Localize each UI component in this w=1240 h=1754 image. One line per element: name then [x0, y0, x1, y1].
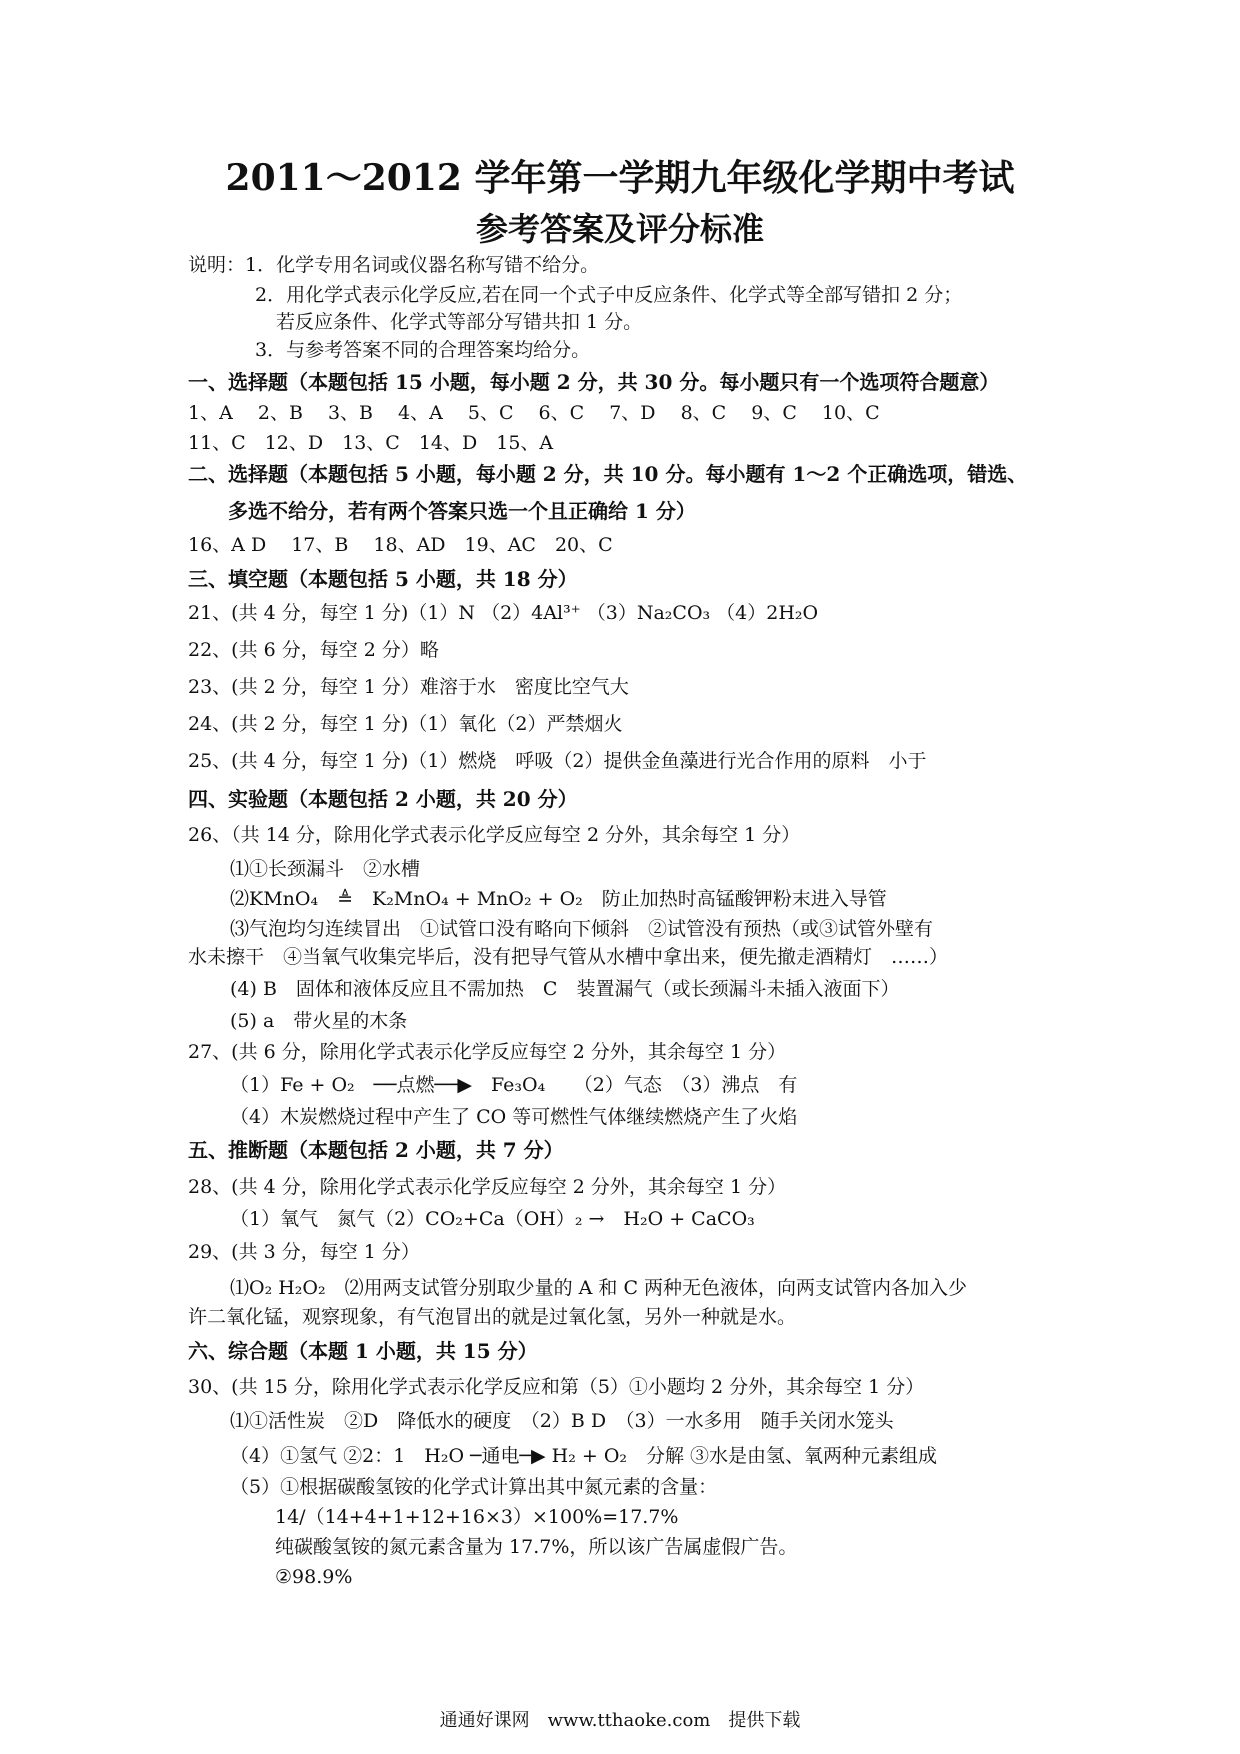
answer-21: 21、(共 4 分，每空 1 分)（1）N （2）4Al³⁺ （3）Na₂CO₃ （4）2H₂O: [188, 602, 819, 624]
answer-24: 24、(共 2 分，每空 1 分)（1）氧化（2）严禁烟火: [188, 713, 623, 735]
section-2-heading: 二、选择题（本题包括 5 小题，每小题 2 分，共 10 分。每小题有 1～2 个正确选项，错选、: [188, 462, 1028, 486]
answer-30: 30、(共 15 分，除用化学式表示化学反应和第（5）①小题均 2 分外，其余每空 1 分）: [188, 1376, 925, 1398]
section-2-heading-cont: 多选不给分，若有两个答案只选一个且正确给 1 分）: [228, 499, 696, 523]
answer-26-2: ⑵KMnO₄ ≜ K₂MnO₄ + MnO₂ + O₂ 防止加热时高锰酸钾粉末进入导管: [230, 888, 887, 910]
section-2-answers: 16、A D 17、B 18、AD 19、AC 20、C: [188, 534, 613, 556]
answer-23: 23、(共 2 分，每空 1 分）难溶于水 密度比空气大: [188, 676, 629, 698]
note-1: 说明：1．化学专用名词或仪器名称写错不给分。: [188, 254, 600, 276]
answer-26-3: ⑶气泡均匀连续冒出 ①试管口没有略向下倾斜 ②试管没有预热（或③试管外壁有: [230, 918, 934, 940]
section-5-heading: 五、推断题（本题包括 2 小题，共 7 分）: [188, 1138, 564, 1162]
answer-26-1: ⑴①长颈漏斗 ②水槽: [230, 858, 421, 880]
section-1-heading: 一、选择题（本题包括 15 小题，每小题 2 分，共 30 分。每小题只有一个选项符合题意）: [188, 370, 1000, 394]
answer-29-1: ⑴O₂ H₂O₂ ⑵用两支试管分别取少量的 A 和 C 两种无色液体，向两支试管内各加入少: [230, 1277, 968, 1299]
answer-30-5-calc: 14/（14+4+1+12+16×3）×100%=17.7%: [275, 1506, 679, 1528]
document-subtitle: 参考答案及评分标准: [475, 210, 764, 248]
answer-27-4: （4）木炭燃烧过程中产生了 CO 等可燃性气体继续燃烧产生了火焰: [230, 1106, 798, 1128]
download-footer: 通通好课网 www.tthaoke.com 提供下载: [439, 1710, 801, 1731]
answer-26-3-cont: 水未擦干 ④当氧气收集完毕后，没有把导气管从水槽中拿出来，便先撤走酒精灯 ……）: [188, 946, 949, 968]
answer-28-1: （1）氧气 氮气（2）CO₂+Ca（OH）₂ → H₂O + CaCO₃: [230, 1208, 755, 1230]
answer-30-5-conclusion: 纯碳酸氢铵的氮元素含量为 17.7%，所以该广告属虚假广告。: [275, 1536, 798, 1558]
answer-28: 28、(共 4 分，除用化学式表示化学反应每空 2 分外，其余每空 1 分）: [188, 1176, 787, 1198]
section-6-heading: 六、综合题（本题 1 小题，共 15 分）: [188, 1339, 538, 1363]
section-1-answers-row1: 1、A 2、B 3、B 4、A 5、C 6、C 7、D 8、C 9、C 10、C: [188, 402, 880, 424]
answer-22: 22、(共 6 分，每空 2 分）略: [188, 639, 439, 661]
answer-26: 26、（共 14 分，除用化学式表示化学反应每空 2 分外，其余每空 1 分）: [188, 824, 801, 846]
section-1-answers-row2: 11、C 12、D 13、C 14、D 15、A: [188, 432, 554, 454]
answer-26-5: (5) a 带火星的木条: [230, 1010, 408, 1032]
answer-27: 27、(共 6 分，除用化学式表示化学反应每空 2 分外，其余每空 1 分）: [188, 1041, 787, 1063]
answer-30-5-2: ②98.9%: [275, 1566, 353, 1588]
note-3: 3．与参考答案不同的合理答案均给分。: [255, 339, 591, 361]
section-4-heading: 四、实验题（本题包括 2 小题，共 20 分）: [188, 787, 578, 811]
answer-30-1: ⑴①活性炭 ②D 降低水的硬度 （2）B D （3）一水多用 随手关闭水笼头: [230, 1410, 894, 1432]
section-3-heading: 三、填空题（本题包括 5 小题，共 18 分）: [188, 567, 578, 591]
answer-30-5: （5）①根据碳酸氢铵的化学式计算出其中氮元素的含量：: [230, 1476, 718, 1498]
document-title: 2011～2012 学年第一学期九年级化学期中考试: [225, 157, 1015, 199]
answer-26-4: (4) B 固体和液体反应且不需加热 C 装置漏气（或长颈漏斗未插入液面下）: [230, 978, 900, 1000]
note-2: 2．用化学式表示化学反应,若在同一个式子中反应条件、化学式等全部写错扣 2 分；: [255, 284, 963, 306]
note-2-cont: 若反应条件、化学式等部分写错共扣 1 分。: [276, 311, 643, 333]
answer-25: 25、(共 4 分，每空 1 分)（1）燃烧 呼吸（2）提供金鱼藻进行光合作用的原料 小于: [188, 750, 927, 772]
answer-29-1-cont: 许二氧化锰，观察现象，有气泡冒出的就是过氧化氢，另外一种就是水。: [188, 1306, 797, 1328]
answer-29: 29、(共 3 分，每空 1 分）: [188, 1241, 420, 1263]
answer-27-1: （1）Fe + O₂ ──点燃──▶ Fe₃O₄ （2）气态 （3）沸点 有: [230, 1074, 798, 1096]
answer-30-4: （4）①氢气 ②2：1 H₂O ─通电─▶ H₂ + O₂ 分解 ③水是由氢、氧两种元素组成: [230, 1445, 938, 1467]
